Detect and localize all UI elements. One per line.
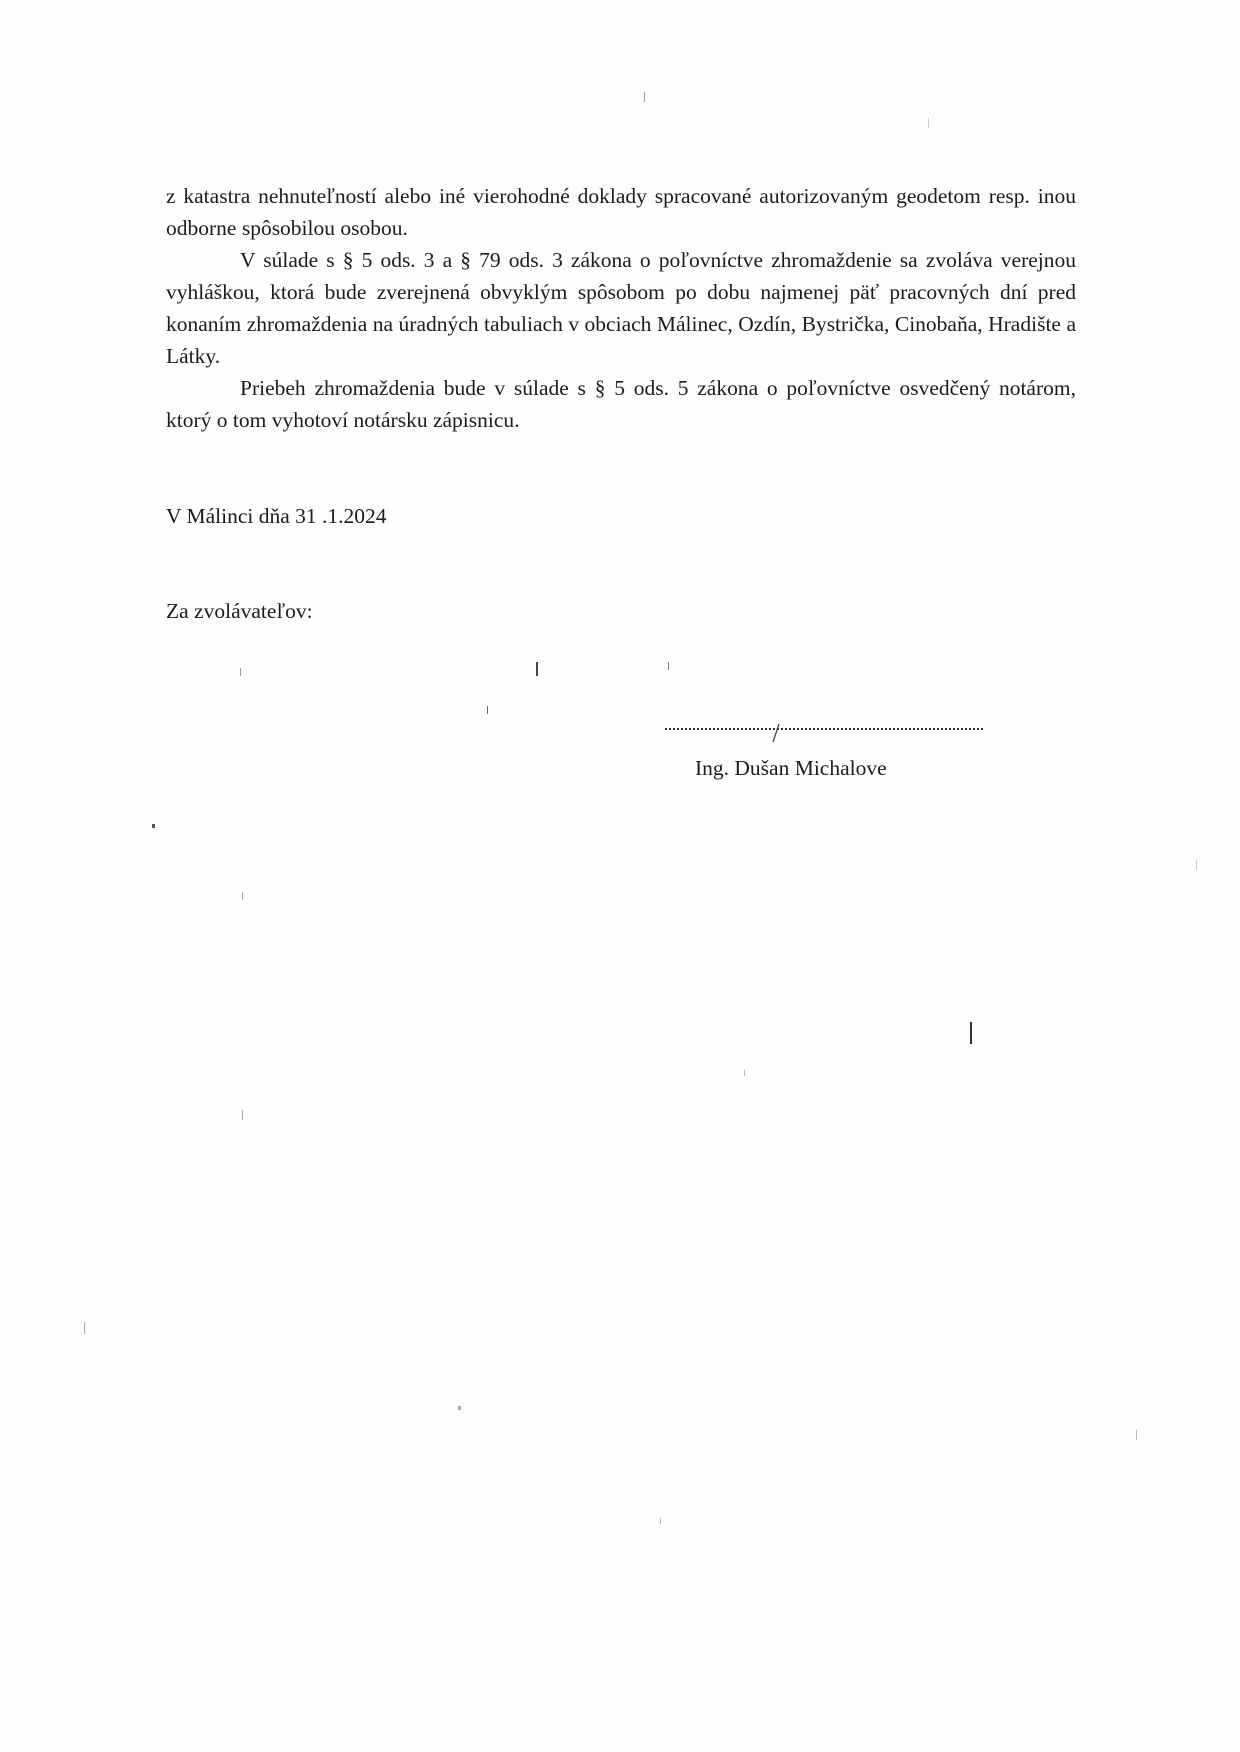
scan-speck bbox=[1136, 1430, 1137, 1440]
signatory-name: Ing. Dušan Michalove bbox=[695, 756, 887, 780]
scan-speck bbox=[970, 1022, 972, 1044]
scan-speck bbox=[660, 1518, 661, 1524]
scan-speck bbox=[84, 1322, 85, 1334]
scan-speck bbox=[240, 668, 241, 676]
scan-speck bbox=[668, 662, 669, 670]
scan-speck bbox=[744, 1070, 745, 1076]
scan-speck bbox=[242, 1110, 243, 1120]
place-date: V Málinci dňa 31 .1.2024 bbox=[166, 504, 387, 528]
scan-speck bbox=[644, 92, 645, 102]
on-behalf-label: Za zvolávateľov: bbox=[166, 599, 313, 623]
scan-speck bbox=[152, 824, 155, 828]
paragraph-notary: Priebeh zhromaždenia bude v súlade s § 5 ods. 5 zákona o poľovníctve osvedčený notárom, ktorý o tom vyhotoví notársku zápisnicu. bbox=[166, 376, 1076, 432]
scan-speck bbox=[536, 662, 538, 676]
paragraph-public-notice: V súlade s § 5 ods. 3 a § 79 ods. 3 zákona o poľovníctve zhromaždenie sa zvoláva verejnou vyhláškou, ktorá bude zverejnená obvyklým spôsobom po dobu najmenej päť pracovných dní pred konaním zhromaždenia na úradných tabuliach v obciach Málinec, Ozdín, Bystrička, Cinobaňa, Hradište a Látky. bbox=[166, 248, 1076, 368]
signature-line bbox=[665, 728, 983, 730]
scan-speck bbox=[928, 118, 929, 128]
scan-speck bbox=[458, 1406, 461, 1410]
signature-mark-icon bbox=[770, 722, 782, 744]
scan-speck bbox=[487, 706, 488, 714]
body-text bbox=[166, 180, 1076, 436]
scan-speck bbox=[242, 892, 243, 900]
paragraph-cadastre: z katastra nehnuteľností alebo iné vierohodné doklady spracované autorizovaným geodetom resp. inou odborne spôsobilou osobou. bbox=[166, 184, 1076, 240]
scan-speck bbox=[1196, 860, 1197, 870]
